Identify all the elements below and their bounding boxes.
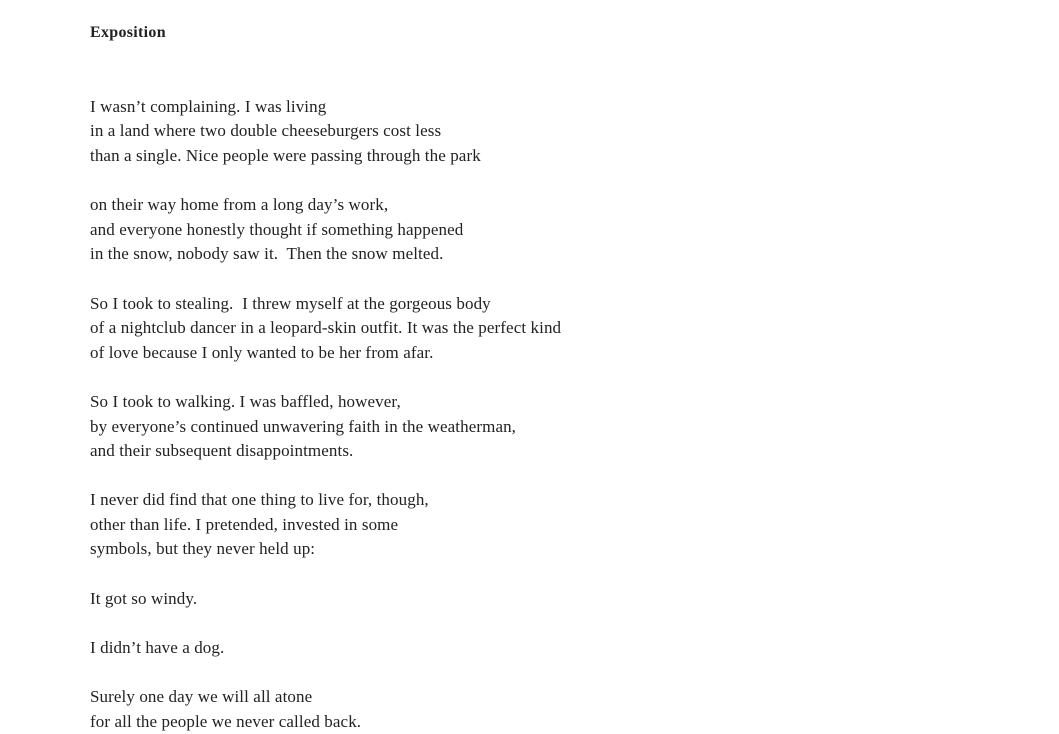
poem-line: in a land where two double cheeseburgers cost less bbox=[90, 121, 442, 141]
poem-line: of a nightclub dancer in a leopard-skin outfit. It was the perfect kind bbox=[90, 318, 562, 338]
poem-line: on their way home from a long day’s work, bbox=[90, 195, 389, 215]
poem-line: and everyone honestly thought if something happened bbox=[90, 219, 464, 239]
poem-line: than a single. Nice people were passing through the park bbox=[90, 145, 481, 165]
poem-line: symbols, but they never held up: bbox=[90, 539, 316, 559]
stanza bbox=[90, 193, 1019, 267]
poem-line: other than life. I pretended, invested in some bbox=[90, 514, 399, 534]
poem-line: It got so windy. bbox=[90, 588, 198, 608]
stanza bbox=[90, 390, 1019, 464]
poem-line: Surely one day we will all atone bbox=[90, 687, 313, 707]
poem-line: of love because I only wanted to be her from afar. bbox=[90, 342, 434, 362]
poem-title: Exposition bbox=[90, 24, 166, 41]
poem-line: and their subsequent disappointments. bbox=[90, 441, 354, 461]
stanza bbox=[90, 292, 1019, 366]
stanza bbox=[90, 488, 1019, 562]
stanza bbox=[90, 587, 1019, 612]
poem-line: I never did find that one thing to live for, though, bbox=[90, 490, 429, 510]
poem-line: in the snow, nobody saw it. Then the snow melted. bbox=[90, 244, 444, 264]
poem-body bbox=[90, 95, 1019, 734]
stanza bbox=[90, 636, 1019, 661]
poem-line: for all the people we never called back. bbox=[90, 711, 362, 731]
poem-line: I wasn’t complaining. I was living bbox=[90, 96, 327, 116]
poem-line: I didn’t have a dog. bbox=[90, 637, 225, 657]
poem-line: by everyone’s continued unwavering faith in the weatherman, bbox=[90, 416, 517, 436]
poem-line: So I took to walking. I was baffled, however, bbox=[90, 391, 401, 411]
stanza bbox=[90, 95, 1019, 169]
poem-line: So I took to stealing. I threw myself at the gorgeous body bbox=[90, 293, 491, 313]
stanza bbox=[90, 685, 1019, 734]
